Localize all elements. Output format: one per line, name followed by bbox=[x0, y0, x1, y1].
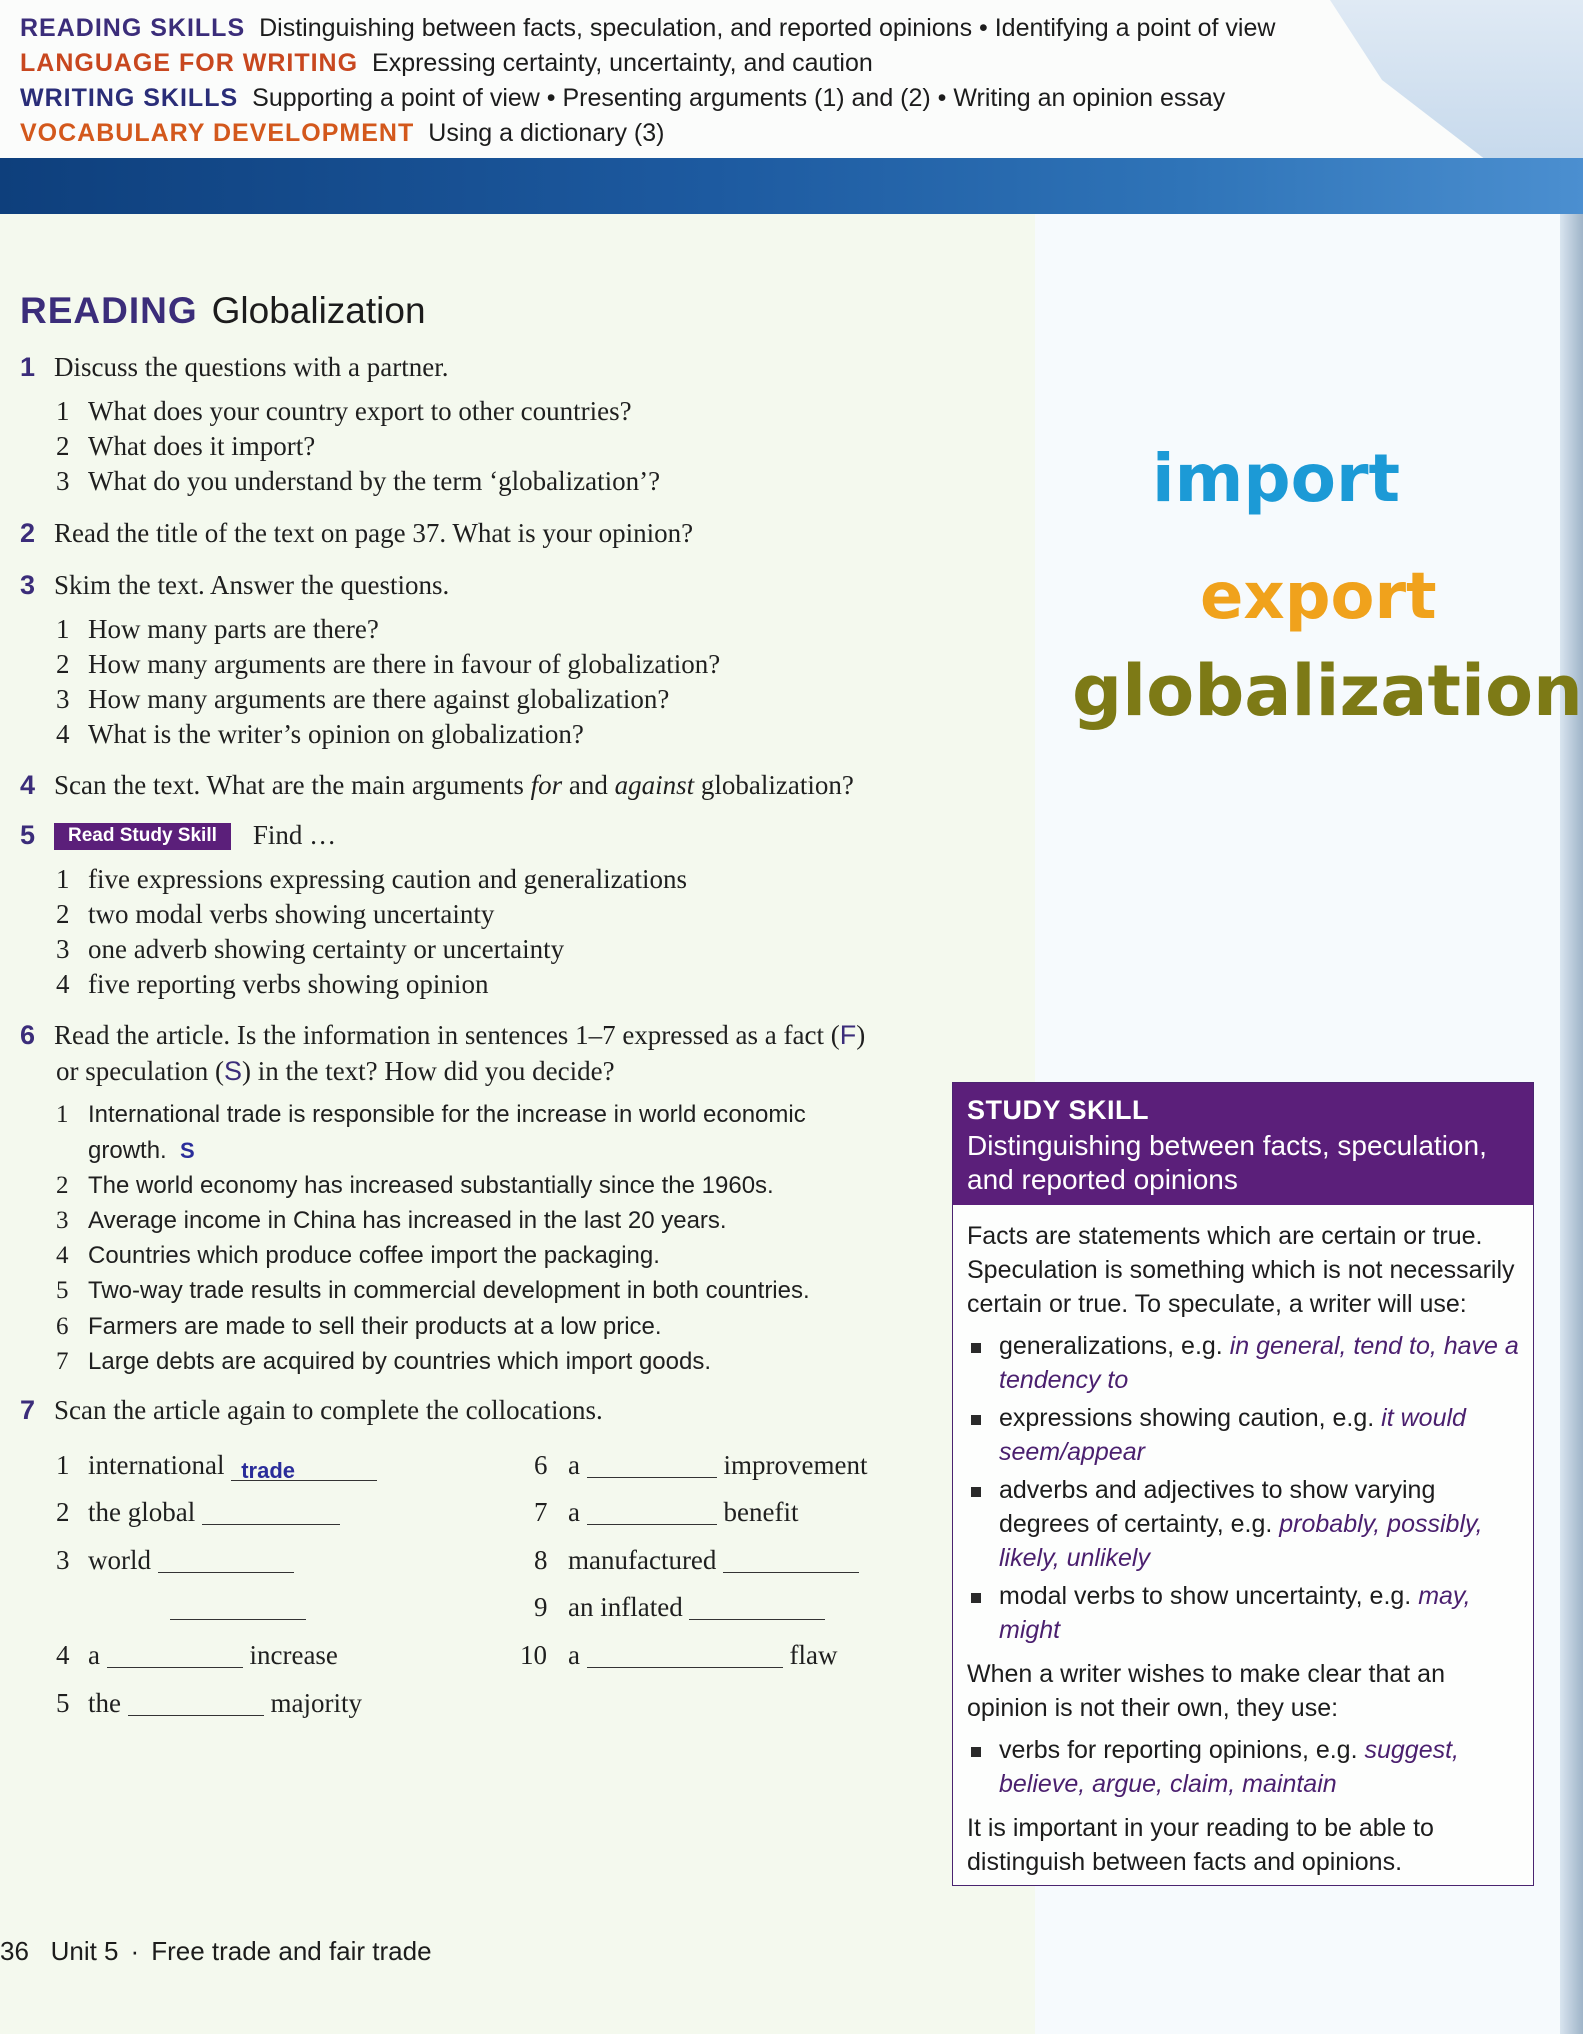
item-text: Average income in China has increased in the last 20 years. bbox=[88, 1207, 727, 1234]
item-number: 3 bbox=[56, 934, 70, 964]
item-number: 4 bbox=[56, 969, 70, 999]
list-item bbox=[56, 969, 488, 1000]
vocab-word-globalization: globalization bbox=[1072, 650, 1583, 732]
answer-blank[interactable] bbox=[158, 1546, 294, 1573]
bullet-example: may, might bbox=[999, 1582, 1471, 1644]
collocation-item bbox=[56, 1640, 338, 1671]
sentence-item bbox=[56, 1172, 774, 1200]
unit-label: Unit 5 bbox=[50, 1936, 119, 1966]
item-text: a bbox=[568, 1450, 580, 1480]
header-row-writing-skills bbox=[20, 84, 1225, 113]
item-text: five expressions expressing caution and generalizations bbox=[88, 864, 688, 894]
question-text: Read the article. Is the information in sentences 1–7 expressed as a fact ( bbox=[54, 1020, 840, 1050]
answer-blank[interactable] bbox=[170, 1593, 306, 1620]
header-label: READING SKILLS bbox=[20, 14, 246, 42]
question-text: Find … bbox=[252, 820, 337, 850]
list-item bbox=[56, 719, 584, 750]
item-text: international bbox=[88, 1450, 225, 1480]
collocation-item bbox=[534, 1592, 825, 1623]
list-item bbox=[56, 684, 669, 715]
sentence-item bbox=[56, 1277, 810, 1305]
answer-blank[interactable] bbox=[107, 1641, 243, 1668]
sentence-item bbox=[56, 1348, 711, 1376]
item-number: 3 bbox=[56, 684, 70, 714]
question-text: Scan the text. What are the main arguments bbox=[54, 770, 531, 800]
item-number: 8 bbox=[534, 1545, 548, 1575]
list-item bbox=[967, 1733, 1523, 1801]
item-number: 2 bbox=[56, 431, 70, 461]
fact-marker: F bbox=[839, 1020, 857, 1050]
collocation-item bbox=[534, 1497, 798, 1528]
item-number: 4 bbox=[56, 1242, 69, 1269]
item-number: 5 bbox=[56, 1277, 69, 1304]
page-footer bbox=[0, 1936, 432, 1967]
item-text: flaw bbox=[789, 1640, 838, 1670]
item-text: How many parts are there? bbox=[88, 614, 379, 644]
separator-dot: · bbox=[130, 1936, 140, 1966]
section-heading: Globalization bbox=[211, 290, 426, 331]
question-text: Skim the text. Answer the questions. bbox=[54, 570, 450, 600]
header-text: Supporting a point of view • Presenting arguments (1) and (2) • Writing an opinion essay bbox=[252, 84, 1226, 112]
item-text: growth. bbox=[88, 1137, 167, 1164]
item-text: International trade is responsible for the increase in world economic bbox=[88, 1101, 806, 1128]
item-text: How many arguments are there against globalization? bbox=[88, 684, 670, 714]
emphasis-for: for bbox=[530, 770, 563, 800]
answer-blank[interactable] bbox=[231, 1454, 377, 1481]
item-number: 6 bbox=[56, 1313, 69, 1340]
study-skill-mid: When a writer wishes to make clear that an opinion is not their own, they use: bbox=[967, 1660, 1445, 1722]
item-number: 4 bbox=[56, 1640, 70, 1670]
item-number: 2 bbox=[56, 899, 70, 929]
item-text: two modal verbs showing uncertainty bbox=[88, 899, 495, 929]
question-text: Scan the article again to complete the collocations. bbox=[54, 1395, 603, 1425]
item-number: 3 bbox=[56, 1545, 70, 1575]
page-number: 36 bbox=[0, 1936, 29, 1966]
collocation-item bbox=[56, 1688, 362, 1719]
question-number: 2 bbox=[20, 518, 36, 548]
bullet-square-icon bbox=[971, 1343, 981, 1353]
item-text: a bbox=[568, 1497, 580, 1527]
section-title bbox=[20, 290, 426, 333]
answer-blank[interactable] bbox=[723, 1546, 859, 1573]
list-item bbox=[56, 431, 315, 462]
question-6-line-2 bbox=[56, 1056, 615, 1087]
list-item bbox=[967, 1473, 1523, 1575]
item-text: world bbox=[88, 1545, 151, 1575]
list-item bbox=[56, 899, 494, 930]
bullet-example: in general, tend to, have a tendency to bbox=[999, 1332, 1519, 1394]
study-skill-body bbox=[967, 1219, 1523, 1887]
item-number: 3 bbox=[56, 1207, 69, 1234]
header-arrow-decoration bbox=[1330, 0, 1583, 160]
bullet-text: verbs for reporting opinions, e.g. bbox=[999, 1736, 1365, 1764]
sentence-item bbox=[56, 1313, 662, 1341]
item-number: 6 bbox=[534, 1450, 548, 1480]
bullet-square-icon bbox=[971, 1415, 981, 1425]
collocation-item bbox=[56, 1450, 377, 1481]
question-6 bbox=[20, 1020, 865, 1051]
question-5 bbox=[20, 820, 336, 851]
collocation-item bbox=[534, 1450, 867, 1481]
list-item bbox=[967, 1579, 1523, 1647]
list-item bbox=[56, 934, 564, 965]
bullet-square-icon bbox=[971, 1747, 981, 1757]
study-skill-intro: Facts are statements which are certain or true. Speculation is something which is not necessarily certain or true. To speculate, a writer will use: bbox=[967, 1222, 1515, 1318]
question-number: 7 bbox=[20, 1395, 36, 1425]
section-label: READING bbox=[20, 290, 198, 331]
question-1 bbox=[20, 352, 448, 383]
bullet-example: probably, possibly, likely, unlikely bbox=[999, 1510, 1483, 1572]
item-text: benefit bbox=[723, 1497, 799, 1527]
reporting-list bbox=[967, 1733, 1523, 1801]
emphasis-against: against bbox=[614, 770, 695, 800]
sentence-item bbox=[56, 1137, 195, 1165]
list-item bbox=[56, 649, 720, 680]
item-text: increase bbox=[249, 1640, 338, 1670]
header-label: WRITING SKILLS bbox=[20, 84, 239, 112]
question-4 bbox=[20, 770, 854, 801]
item-text: Two-way trade results in commercial development in both countries. bbox=[88, 1277, 810, 1304]
item-text: manufactured bbox=[568, 1545, 717, 1575]
answer-blank[interactable] bbox=[128, 1689, 264, 1716]
header-row-language-for-writing bbox=[20, 49, 873, 78]
speculation-list bbox=[967, 1329, 1523, 1647]
question-number: 6 bbox=[20, 1020, 36, 1050]
bullet-text: modal verbs to show uncertainty, e.g. bbox=[999, 1582, 1419, 1610]
item-number: 2 bbox=[56, 649, 70, 679]
bullet-text: expressions showing caution, e.g. bbox=[999, 1404, 1382, 1432]
header-row-reading-skills bbox=[20, 14, 1275, 43]
study-skill-box bbox=[952, 1082, 1534, 1886]
item-text: one adverb showing certainty or uncertainty bbox=[88, 934, 565, 964]
answer-blank[interactable] bbox=[689, 1593, 825, 1620]
item-number: 4 bbox=[56, 719, 70, 749]
item-text: a bbox=[568, 1640, 580, 1670]
item-text: The world economy has increased substantially since the 1960s. bbox=[88, 1172, 774, 1199]
bullet-square-icon bbox=[971, 1593, 981, 1603]
header-text: Using a dictionary (3) bbox=[428, 119, 665, 147]
page-edge-shadow bbox=[1560, 214, 1583, 2034]
sentence-item bbox=[56, 1242, 660, 1270]
sentence-item bbox=[56, 1207, 727, 1235]
item-text: What does your country export to other countries? bbox=[88, 396, 632, 426]
vocab-word-import: import bbox=[1152, 440, 1401, 517]
item-number: 9 bbox=[534, 1592, 548, 1622]
collocation-blank-line-2 bbox=[170, 1592, 306, 1623]
item-text: the global bbox=[88, 1497, 196, 1527]
item-text: What does it import? bbox=[88, 431, 316, 461]
list-item bbox=[56, 864, 687, 895]
item-text: Farmers are made to sell their products at a low price. bbox=[88, 1313, 662, 1340]
item-number: 1 bbox=[56, 614, 70, 644]
item-text: How many arguments are there in favour of globalization? bbox=[88, 649, 721, 679]
item-text: improvement bbox=[723, 1450, 868, 1480]
bullet-square-icon bbox=[971, 1487, 981, 1497]
speculation-marker: S bbox=[223, 1056, 242, 1086]
list-item bbox=[56, 466, 660, 497]
question-7 bbox=[20, 1395, 603, 1426]
header-label: VOCABULARY DEVELOPMENT bbox=[20, 119, 415, 147]
answer-blank[interactable] bbox=[587, 1498, 717, 1525]
collocation-item bbox=[534, 1545, 859, 1576]
collocation-item bbox=[520, 1640, 837, 1671]
vocab-word-export: export bbox=[1200, 560, 1437, 634]
item-number: 2 bbox=[56, 1497, 70, 1527]
question-text: Discuss the questions with a partner. bbox=[54, 352, 449, 382]
list-item bbox=[967, 1329, 1523, 1397]
item-number: 2 bbox=[56, 1172, 69, 1199]
list-item bbox=[56, 396, 632, 427]
item-number: 1 bbox=[56, 864, 70, 894]
item-number: 3 bbox=[56, 466, 70, 496]
study-skill-label: STUDY SKILL bbox=[967, 1095, 1150, 1125]
answer-blank[interactable] bbox=[587, 1641, 783, 1668]
list-item bbox=[56, 614, 379, 645]
header-row-vocabulary-development bbox=[20, 119, 664, 148]
collocation-item bbox=[56, 1545, 294, 1576]
question-text: ) in the text? How did you decide? bbox=[241, 1056, 615, 1086]
header-color-band bbox=[0, 158, 1583, 214]
sample-answer: trade bbox=[241, 1458, 295, 1483]
item-number: 7 bbox=[56, 1348, 69, 1375]
item-number: 7 bbox=[534, 1497, 548, 1527]
sample-answer: S bbox=[180, 1138, 195, 1163]
unit-title: Free trade and fair trade bbox=[151, 1936, 432, 1966]
collocation-item bbox=[56, 1497, 340, 1528]
item-text: What is the writer’s opinion on globalization? bbox=[88, 719, 584, 749]
read-study-skill-badge: Read Study Skill bbox=[54, 823, 231, 850]
question-number: 1 bbox=[20, 352, 36, 382]
item-number: 1 bbox=[56, 396, 70, 426]
sentence-item bbox=[56, 1101, 806, 1129]
item-text: Large debts are acquired by countries which import goods. bbox=[88, 1348, 712, 1375]
item-text: What do you understand by the term ‘globalization’? bbox=[88, 466, 661, 496]
item-number: 5 bbox=[56, 1688, 70, 1718]
item-text: majority bbox=[270, 1688, 362, 1718]
list-item bbox=[967, 1401, 1523, 1469]
question-3 bbox=[20, 570, 449, 601]
answer-blank[interactable] bbox=[587, 1451, 717, 1478]
answer-blank[interactable] bbox=[202, 1498, 340, 1525]
question-text: ) bbox=[856, 1020, 866, 1050]
item-number: 1 bbox=[56, 1101, 69, 1128]
item-text: the bbox=[88, 1688, 121, 1718]
header-text: Expressing certainty, uncertainty, and caution bbox=[372, 49, 873, 77]
study-skill-header bbox=[953, 1083, 1533, 1205]
header-banner bbox=[0, 0, 1583, 160]
item-text: Countries which produce coffee import the packaging. bbox=[88, 1242, 660, 1269]
question-text: Read the title of the text on page 37. What is your opinion? bbox=[54, 518, 694, 548]
bullet-text: generalizations, e.g. bbox=[999, 1332, 1230, 1360]
study-skill-outro: It is important in your reading to be able to distinguish between facts and opinions. bbox=[967, 1814, 1434, 1876]
bullet-example: it would seem/appear bbox=[999, 1404, 1466, 1466]
item-text: five reporting verbs showing opinion bbox=[88, 969, 489, 999]
question-text: and bbox=[562, 770, 615, 800]
bullet-text: adverbs and adjectives to show varying degrees of certainty, e.g. bbox=[999, 1476, 1436, 1538]
question-text: or speculation ( bbox=[56, 1056, 224, 1086]
item-text: an inflated bbox=[568, 1592, 683, 1622]
question-text: globalization? bbox=[694, 770, 854, 800]
header-label: LANGUAGE FOR WRITING bbox=[20, 49, 359, 77]
question-2 bbox=[20, 518, 693, 549]
question-number: 4 bbox=[20, 770, 36, 800]
question-number: 5 bbox=[20, 820, 36, 850]
item-text: a bbox=[88, 1640, 100, 1670]
header-text: Distinguishing between facts, speculation, and reported opinions • Identifying a point of view bbox=[259, 14, 1276, 42]
bullet-example: suggest, believe, argue, claim, maintain bbox=[999, 1736, 1459, 1798]
item-number: 1 bbox=[56, 1450, 70, 1480]
item-number: 10 bbox=[520, 1640, 547, 1670]
question-number: 3 bbox=[20, 570, 36, 600]
study-skill-title: Distinguishing between facts, speculation, and reported opinions bbox=[967, 1130, 1487, 1195]
